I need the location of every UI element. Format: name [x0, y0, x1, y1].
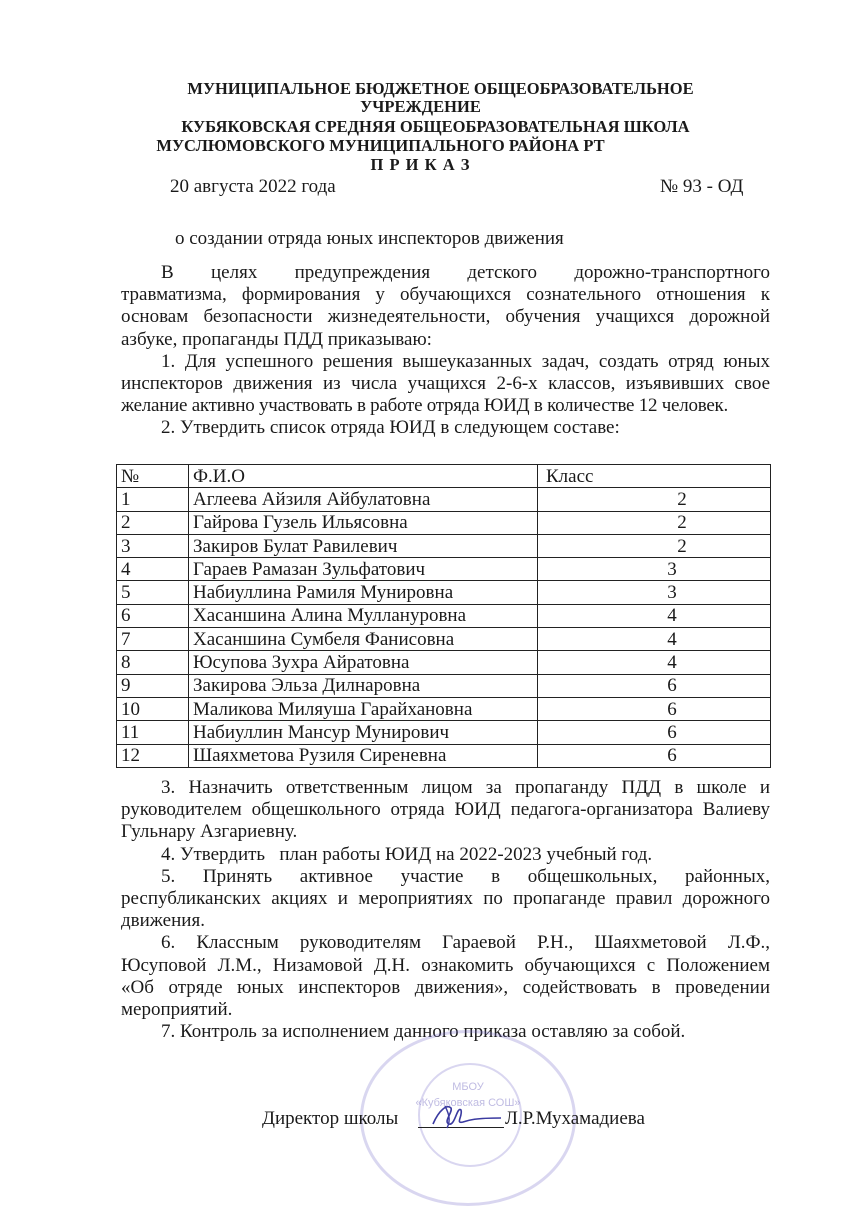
- row-class: 6: [538, 674, 771, 697]
- row-name: Шаяхметова Рузиля Сиреневна: [189, 744, 538, 767]
- item-3-line: Гульнару Азгариевну.: [121, 821, 298, 843]
- table-row: [117, 628, 771, 651]
- row-number: 3: [117, 534, 189, 557]
- item-3-line: руководителем общешкольного отряда ЮИД педагога-организатора Валиеву: [121, 799, 770, 821]
- row-number: 7: [117, 628, 189, 651]
- table-row: [117, 674, 771, 697]
- preamble-line: травматизма, формирования у обучающихся сознательного отношения к: [121, 284, 770, 306]
- table-row: [117, 651, 771, 674]
- table-row: [117, 744, 771, 767]
- header-number: №: [117, 465, 189, 488]
- row-number: 5: [117, 581, 189, 604]
- item-4: 4. Утвердить план работы ЮИД на 2022-2023 учебный год.: [161, 843, 653, 865]
- item-2: 2. Утвердить список отряда ЮИД в следующем составе:: [161, 417, 620, 439]
- row-class: 2: [538, 488, 771, 511]
- item-6-line: мероприятий.: [121, 999, 233, 1021]
- row-class: 2: [538, 511, 771, 534]
- institution-name-line2: УЧРЕЖДЕНИЕ: [360, 97, 481, 116]
- table-row: [117, 511, 771, 534]
- preamble: [121, 262, 770, 440]
- item-7: 7. Контроль за исполнением данного приказа оставляю за собой.: [161, 1021, 686, 1043]
- item-5-line: движения.: [121, 910, 205, 932]
- item-6-line: Юсуповой Л.М., Низамовой Д.Н. ознакомить обучающихся с Положением: [121, 954, 770, 976]
- preamble-word: детского: [467, 262, 538, 283]
- row-class: 6: [538, 744, 771, 767]
- header-name: Ф.И.О: [189, 465, 538, 488]
- table-row: [117, 721, 771, 744]
- signatory-name: Л.Р.Мухамадиева: [505, 1108, 645, 1129]
- table-row: [117, 604, 771, 627]
- row-number: 6: [117, 604, 189, 627]
- row-class: 6: [538, 721, 771, 744]
- header-class: Класс: [538, 465, 771, 488]
- row-name: Хасаншина Сумбеля Фанисовна: [189, 628, 538, 651]
- item-5-line: республиканских акциях и мероприятиях по пропаганде правил дорожного: [121, 888, 770, 910]
- row-name: Хасаншина Алина Муллануровна: [189, 604, 538, 627]
- signatory-title: Директор школы: [262, 1108, 399, 1129]
- preamble-word: В: [161, 262, 174, 283]
- row-number: 10: [117, 697, 189, 720]
- item-6-line: «Об отряде юных инспекторов движения», содействовать в проведении: [121, 976, 770, 998]
- row-number: 1: [117, 488, 189, 511]
- row-class: 2: [538, 534, 771, 557]
- item-1-line: желание активно участвовать в работе отряда ЮИД в количестве 12 человек.: [121, 395, 728, 417]
- table-row: [117, 558, 771, 581]
- institution-name-line1: МУНИЦИПАЛЬНОЕ БЮДЖЕТНОЕ ОБЩЕОБРАЗОВАТЕЛЬНОЕ: [187, 79, 694, 98]
- preamble-line: основам безопасности жизнедеятельности, обучения учащихся дорожной: [121, 306, 770, 328]
- row-name: Гараев Рамазан Зульфатович: [189, 558, 538, 581]
- district-name: МУСЛЮМОВСКОГО МУНИЦИПАЛЬНОГО РАЙОНА РТ: [156, 136, 605, 155]
- row-number: 8: [117, 651, 189, 674]
- order-items: [121, 777, 770, 1043]
- row-class: 6: [538, 697, 771, 720]
- row-number: 2: [117, 511, 189, 534]
- row-class: 3: [538, 581, 771, 604]
- row-class: 4: [538, 651, 771, 674]
- table-row: [117, 534, 771, 557]
- row-name: Гайрова Гузель Ильясовна: [189, 511, 538, 534]
- roster-table: [116, 464, 771, 768]
- order-subject: о создании отряда юных инспекторов движения: [175, 228, 564, 249]
- school-name: КУБЯКОВСКАЯ СРЕДНЯЯ ОБЩЕОБРАЗОВАТЕЛЬНАЯ ШКОЛА: [181, 117, 690, 136]
- table-row: [117, 697, 771, 720]
- row-name: Юсупова Зухра Айратовна: [189, 651, 538, 674]
- doc-type: П Р И К А З: [370, 155, 471, 174]
- table-header-row: [117, 465, 771, 488]
- row-name: Закиров Булат Равилевич: [189, 534, 538, 557]
- item-1-line: инспекторов движения из числа учащихся 2-6-х классов, изъявивших свое: [121, 373, 770, 395]
- row-class: 3: [538, 558, 771, 581]
- row-name: Маликова Миляуша Гарайхановна: [189, 697, 538, 720]
- row-number: 4: [117, 558, 189, 581]
- order-date: 20 августа 2022 года: [170, 176, 336, 197]
- preamble-word: целях: [211, 262, 258, 283]
- row-number: 9: [117, 674, 189, 697]
- row-name: Набиуллин Мансур Мунирович: [189, 721, 538, 744]
- item-3-line: 3. Назначить ответственным лицом за пропаганду ПДД в школе и: [161, 777, 770, 798]
- row-class: 4: [538, 628, 771, 651]
- row-class: 4: [538, 604, 771, 627]
- preamble-word: предупреждения: [294, 262, 431, 283]
- row-name: Набиуллина Рамиля Мунировна: [189, 581, 538, 604]
- signature-icon: [425, 1098, 505, 1132]
- item-6-line: 6. Классным руководителям Гараевой Р.Н., Шаяхметовой Л.Ф.,: [161, 932, 770, 954]
- item-5-line: 5. Принять активное участие в общешкольных, районных,: [161, 865, 770, 887]
- stamp-text: МБОУ: [452, 1081, 484, 1093]
- table-row: [117, 488, 771, 511]
- preamble-line: азбуке, пропаганды ПДД приказываю:: [121, 328, 432, 350]
- row-name: Закирова Эльза Дилнаровна: [189, 674, 538, 697]
- order-number: № 93 - ОД: [660, 176, 744, 197]
- row-number: 11: [117, 721, 189, 744]
- preamble-word: дорожно-транспортного: [574, 262, 770, 283]
- table-row: [117, 581, 771, 604]
- row-number: 12: [117, 744, 189, 767]
- row-name: Аглеева Айзиля Айбулатовна: [189, 488, 538, 511]
- item-1-line: 1. Для успешного решения вышеуказанных задач, создать отряд юных: [161, 350, 770, 372]
- stamp-text: «Кубяковская СОШ»: [415, 1097, 521, 1109]
